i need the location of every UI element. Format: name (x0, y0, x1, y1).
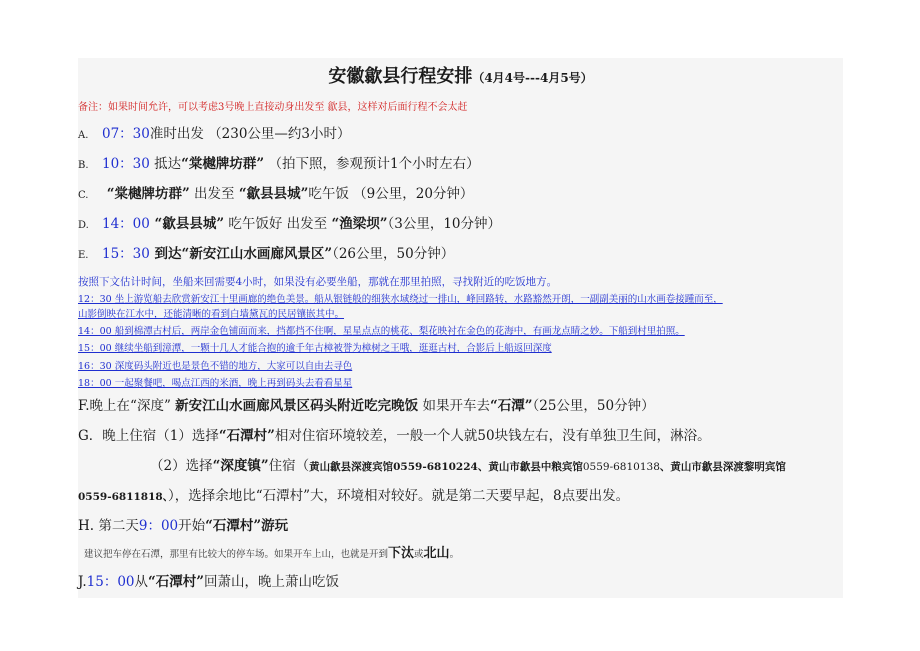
item-f-text: （25公里，50分钟） (532, 398, 655, 414)
schedule-line[interactable]: 16：30 深度码头附近也是景色不错的地方，大家可以自由去寻色 (78, 361, 353, 372)
tip-place-1: 下汰 (388, 546, 415, 561)
parking-tip (84, 542, 459, 561)
item-e (78, 242, 454, 262)
item-f-place: 新安江山水画廊风景区码头附近吃完晚饭 (175, 398, 419, 414)
item-j-mid: 从 (134, 574, 149, 590)
item-g (78, 424, 711, 444)
item-g2-pre: （2）选择 (150, 458, 213, 474)
item-e-text: （26公里，50分钟） (332, 246, 455, 262)
item-b-place: “棠樾牌坊群” (181, 156, 265, 172)
tip-pre: 建议把车停在石潭，那里有比较大的停车场。如果开车上山，也就是开到 (84, 549, 389, 560)
item-b (78, 152, 480, 172)
title-dates: （4月4号---4月5号） (472, 71, 593, 85)
item-c (78, 182, 473, 202)
item-c-place2: “歙县县城” (238, 186, 309, 202)
item-c-letter: C. (78, 190, 89, 201)
item-d-place2: “渔梁坝” (331, 216, 388, 232)
item-g2-mid: 住宿（ (268, 458, 310, 474)
item-j-place: “石潭村” (148, 574, 205, 590)
item-d-time: 14：00 (102, 216, 150, 232)
hotel-list-3: 、黄山市歙县深渡黎明宾馆 (659, 461, 786, 473)
item-a-letter: A. (78, 130, 89, 141)
item-h-time: 9：00 (138, 518, 179, 534)
item-d-place1: “歙县县城” (149, 216, 225, 232)
item-c-place1: “棠樾牌坊群” (102, 186, 190, 202)
hotel-phone-2: 0559-6810138 (582, 461, 660, 473)
item-e-time: 15：30 (102, 246, 150, 262)
page-title (78, 62, 843, 88)
item-h-place: “石潭村”游玩 (205, 518, 289, 534)
item-g-place: “石潭村” (218, 428, 275, 444)
item-j-time: 15：00 (86, 574, 135, 590)
item-c-text: 吃午饭 （9公里，20分钟） (308, 186, 474, 202)
item-e-place: 到达“新安江山水画廊风景区” (149, 246, 333, 262)
item-f (78, 394, 655, 414)
item-g-pre: G．晚上住宿（1）选择 (78, 428, 219, 444)
item-b-time: 10：30 (102, 156, 150, 172)
item-g-text: 相对住宿环境较差，一般一个人就50块钱左右，没有单独卫生间，淋浴。 (274, 428, 711, 444)
schedule-line[interactable]: 18：00 一起聚餐吧，喝点江西的米酒，晚上再到码头去看看星星 (78, 378, 353, 389)
hotel-phone-3: 0559-6811818、 (78, 491, 168, 503)
item-d-text: （3公里，10分钟） (387, 216, 502, 232)
itinerary-document (78, 58, 843, 598)
schedule-line[interactable]: 12：30 坐上游览船去欣赏新安江十里画廊的绝色美景。船从银链般的细狭水域绕过一排山，峰回路转，水路豁然开朗，一副副美丽的山水画卷接踵而至， (78, 294, 723, 305)
item-g2 (150, 454, 786, 474)
item-f-pre: F.晚上在“深度” (78, 398, 176, 414)
item-b-letter: B. (78, 160, 89, 171)
item-f-mid: 如果开车去 (418, 398, 490, 414)
item-j-pre: J. (78, 574, 87, 590)
estimate-text: 按照下文估计时间，坐船来回需要4小时，如果没有必要坐船，那就在那里拍照，寻找附近的吃饭地方。 (78, 276, 558, 288)
item-d-mid: 吃午饭好 出发至 (224, 216, 332, 232)
item-c-mid: 出发至 (189, 186, 239, 202)
item-h-mid: 开始 (178, 518, 206, 534)
item-a-text: 准时出发 （230公里—约3小时） (149, 126, 351, 142)
schedule-line[interactable]: 15：00 继续坐船到漳潭，一颗十几人才能合抱的逾千年古樟被誉为樟树之王哦，逛逛古村，合影后上船返回深度 (78, 343, 552, 354)
title-main: 安徽歙县行程安排 (328, 66, 473, 87)
item-d-letter: D. (78, 220, 89, 231)
item-h (78, 514, 288, 534)
remark-note: 备注：如果时间允许，可以考虑3号晚上直接动身出发至 歙县，这样对后面行程不会太赶 (78, 102, 468, 113)
item-a-time: 07：30 (102, 126, 150, 142)
item-b-text: （拍下照，参观预计1个小时左右） (264, 156, 480, 172)
item-f-place2: “石潭” (489, 398, 533, 414)
item-a (78, 122, 351, 142)
item-e-letter: E. (78, 250, 89, 261)
item-j-text: 回萧山，晚上萧山吃饭 (204, 574, 340, 590)
tip-end: 。 (449, 549, 460, 560)
item-b-pre: 抵达 (149, 156, 182, 172)
tip-place-2: 北山 (423, 546, 450, 561)
hotel-list-1: 黄山歙县深渡宾馆0559-6810224、黄山市歙县中粮宾馆 (309, 461, 583, 473)
item-d (78, 212, 501, 232)
item-j (78, 570, 339, 590)
item-g2-cont (78, 484, 629, 504)
tip-mid: 或 (414, 549, 424, 560)
item-g2-place: “深度镇” (212, 458, 269, 474)
item-g2-text: ），选择余地比“石潭村”大，环境相对较好。就是第二天要早起，8点要出发。 (167, 488, 630, 504)
item-h-pre: H. 第二天 (78, 518, 139, 534)
schedule-line[interactable]: 山影倒映在江水中，还能清晰的看到白墙黛瓦的民居镶嵌其中。 (78, 309, 345, 320)
schedule-line[interactable]: 14：00 船到棉潭古村后，两岸金色铺面而来，挡都挡不住啊，星星点点的桃花、梨花映衬在金色的花海中，有画龙点睛之妙。下船到村里拍照。 (78, 326, 685, 337)
